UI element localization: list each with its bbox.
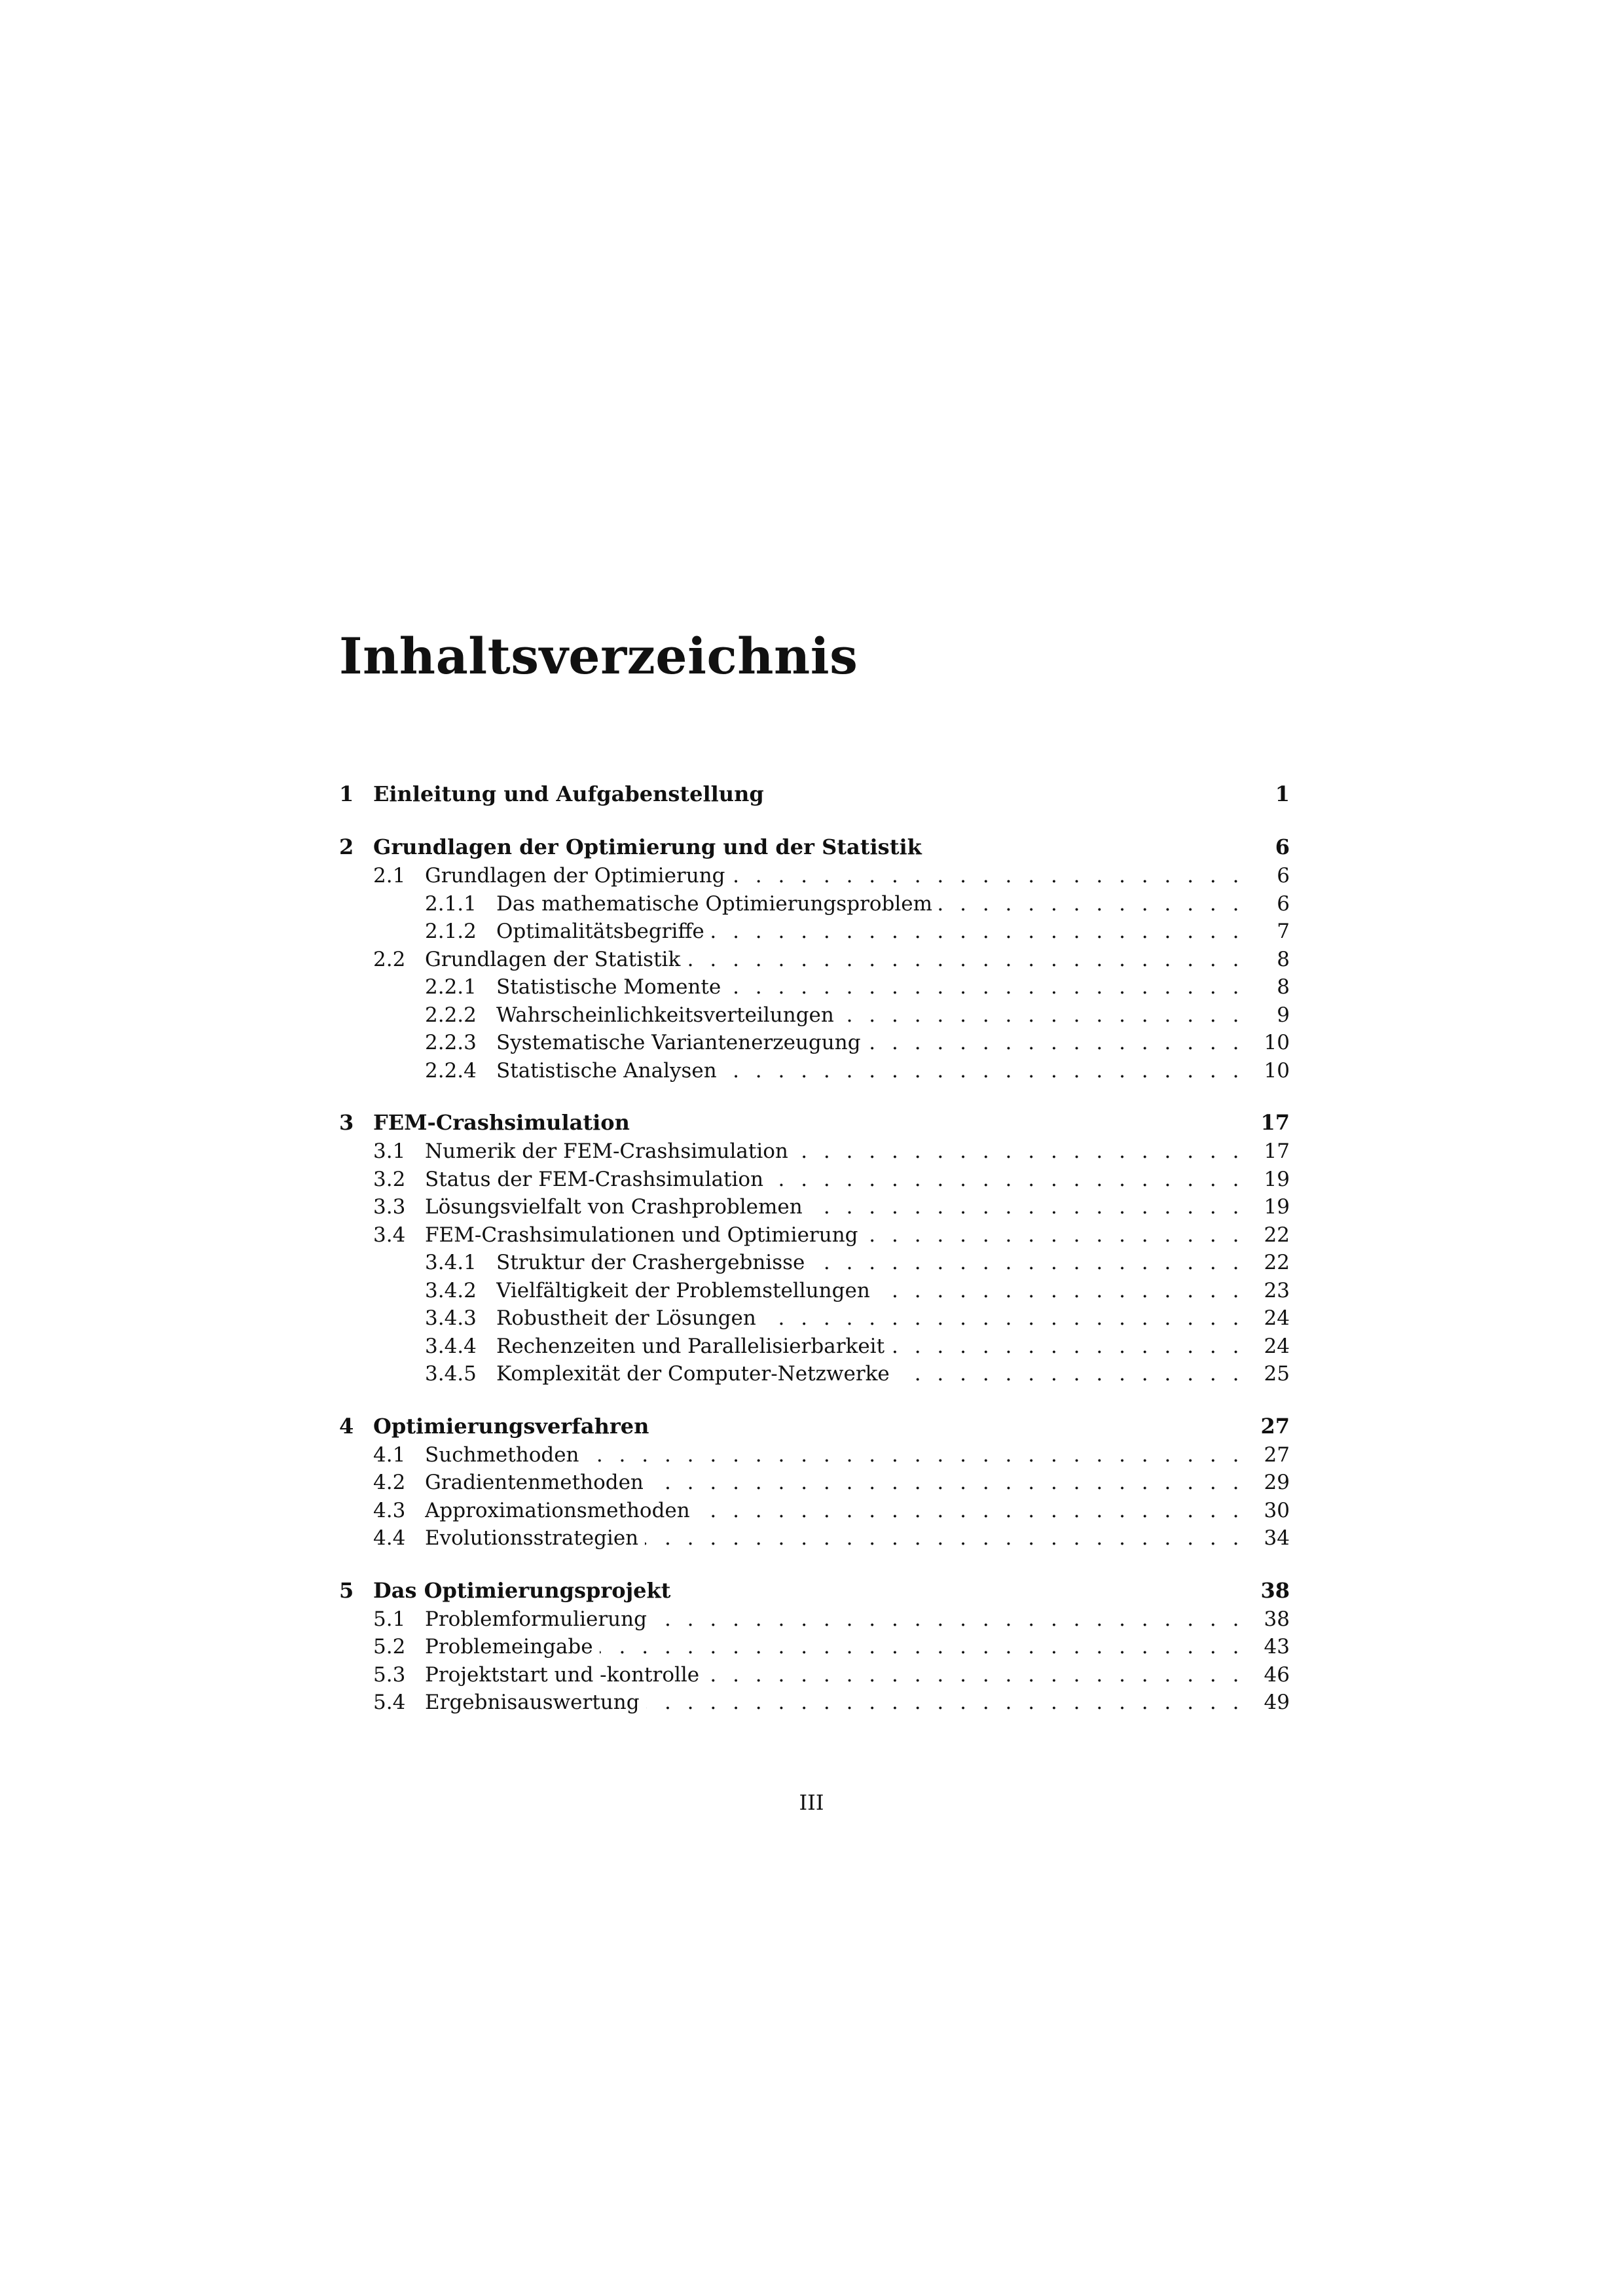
toc-entry-title: Lösungsvielfalt von Crashproblemen (425, 1195, 809, 1219)
toc-section-entry[interactable] (339, 1138, 1290, 1166)
page-title: Inhaltsverzeichnis (339, 627, 858, 685)
table-of-contents (339, 779, 1290, 1740)
toc-subsection-entry[interactable] (339, 1333, 1290, 1361)
toc-entry-title-wrapper (425, 1469, 1244, 1497)
toc-entry-page: 10 (1264, 1031, 1290, 1054)
toc-entry-number: 5.3 (373, 1662, 406, 1687)
toc-entry-title: Das Optimierungsprojekt (373, 1578, 677, 1603)
toc-section-entry[interactable] (339, 1661, 1290, 1689)
toc-subsection-entry[interactable] (339, 1029, 1290, 1057)
toc-entry-page: 38 (1264, 1607, 1290, 1631)
toc-entry-page: 10 (1264, 1058, 1290, 1083)
toc-section-entry[interactable] (339, 1193, 1290, 1221)
toc-entry-number: 4.1 (373, 1443, 406, 1467)
toc-section-entry[interactable] (339, 1221, 1290, 1249)
toc-entry-number: 5.1 (373, 1607, 406, 1631)
toc-entry-title-wrapper (425, 1661, 1244, 1689)
toc-entry-title: Rechenzeiten und Parallelisierbarkeit (496, 1335, 891, 1358)
toc-entry-number: 5.2 (373, 1635, 406, 1659)
toc-entry-page: 8 (1277, 975, 1290, 999)
toc-entry-title: Komplexität der Computer-Netzwerke (496, 1362, 896, 1386)
toc-subsection-entry[interactable] (339, 973, 1290, 1001)
toc-entry-title: Suchmethoden (425, 1443, 586, 1467)
toc-entry-title: Vielfältigkeit der Problemstellungen (496, 1279, 877, 1302)
toc-section-entry[interactable] (339, 1633, 1290, 1661)
toc-entry-title-wrapper (425, 1689, 1244, 1717)
toc-entry-page: 25 (1264, 1362, 1290, 1386)
toc-entry-title-wrapper (496, 1277, 1244, 1305)
toc-entry-page: 22 (1264, 1223, 1290, 1247)
toc-entry-title: Grundlagen der Statistik (425, 948, 687, 971)
toc-entry-number: 2.2.2 (425, 1003, 477, 1027)
toc-entry-number: 4 (339, 1413, 354, 1439)
toc-entry-title-wrapper (425, 1497, 1244, 1525)
toc-entry-title: Problemeingabe (425, 1635, 600, 1659)
toc-entry-number: 3.4.2 (425, 1278, 477, 1302)
toc-chapter (339, 1411, 1290, 1552)
toc-entry-number: 2.1.1 (425, 891, 477, 916)
toc-entry-number: 4.3 (373, 1498, 406, 1522)
toc-entry-number: 5 (339, 1577, 354, 1603)
toc-entry-title-wrapper (496, 973, 1244, 1001)
toc-entry-number: 3.4.1 (425, 1251, 477, 1274)
toc-subsection-entry[interactable] (339, 1057, 1290, 1085)
toc-entry-title-wrapper (425, 1524, 1244, 1552)
toc-entry-title: Numerik der FEM-Crashsimulation (425, 1139, 795, 1163)
toc-entry-title-wrapper (496, 1249, 1244, 1277)
toc-chapter-entry[interactable] (339, 1575, 1290, 1605)
toc-entry-title: Einleitung und Aufgabenstellung (373, 781, 771, 806)
toc-entry-number: 3.1 (373, 1139, 406, 1163)
page-number: III (799, 1790, 824, 1815)
toc-entry-page: 8 (1277, 947, 1290, 971)
toc-entry-title-wrapper (425, 1633, 1244, 1661)
toc-entry-title: Status der FEM-Crashsimulation (425, 1168, 770, 1191)
toc-entry-title-wrapper (496, 1001, 1244, 1030)
toc-entry-number: 1 (339, 781, 354, 806)
toc-entry-number: 3.4 (373, 1223, 406, 1247)
toc-entry-page: 29 (1264, 1471, 1290, 1494)
toc-entry-title-wrapper (425, 946, 1244, 974)
toc-entry-number: 2 (339, 834, 354, 859)
toc-entry-title: Optimalitätsbegriffe (496, 920, 711, 943)
toc-section-entry[interactable] (339, 1497, 1290, 1525)
toc-entry-page: 6 (1277, 864, 1290, 888)
toc-entry-title: Projektstart und -kontrolle (425, 1663, 706, 1687)
toc-entry-number: 3.4.3 (425, 1306, 477, 1330)
toc-chapter-entry[interactable] (339, 1411, 1290, 1441)
toc-entry-page: 7 (1277, 920, 1290, 943)
toc-entry-number: 3.3 (373, 1195, 406, 1219)
toc-subsection-entry[interactable] (339, 918, 1290, 946)
toc-entry-title-wrapper (425, 1221, 1244, 1249)
toc-entry-page: 38 (1260, 1577, 1290, 1603)
toc-entry-title-wrapper (425, 1166, 1244, 1194)
toc-chapter-entry[interactable] (339, 1107, 1290, 1138)
toc-entry-number: 5.4 (373, 1691, 406, 1714)
toc-entry-page: 43 (1264, 1635, 1290, 1659)
toc-entry-number: 2.2.3 (425, 1031, 477, 1054)
toc-entry-title: Problemformulierung (425, 1607, 653, 1631)
toc-entry-page: 27 (1264, 1443, 1290, 1467)
toc-subsection-entry[interactable] (339, 1001, 1290, 1030)
toc-entry-title-wrapper (496, 1333, 1244, 1361)
toc-entry-number: 3.4.4 (425, 1334, 477, 1358)
toc-entry-title: Robustheit der Lösungen (496, 1306, 763, 1330)
toc-entry-page: 1 (1275, 781, 1290, 806)
toc-subsection-entry[interactable] (339, 1304, 1290, 1333)
toc-entry-title-wrapper (373, 779, 1244, 809)
toc-entry-title: Das mathematische Optimierungsproblem (496, 892, 939, 916)
toc-entry-title: Evolutionsstrategien (425, 1526, 645, 1550)
toc-entry-title-wrapper (496, 1360, 1244, 1388)
toc-entry-title: Statistische Momente (496, 975, 727, 999)
toc-entry-number: 2.2 (373, 947, 406, 971)
toc-entry-title-wrapper (373, 1411, 1244, 1441)
toc-entry-title: Systematische Variantenerzeugung (496, 1031, 867, 1054)
toc-section-entry[interactable] (339, 1469, 1290, 1497)
toc-entry-title: Statistische Analysen (496, 1059, 723, 1083)
toc-entry-number: 4.2 (373, 1471, 406, 1494)
toc-subsection-entry[interactable] (339, 890, 1290, 918)
toc-entry-page: 46 (1264, 1662, 1290, 1687)
toc-entry-title-wrapper (496, 1029, 1244, 1057)
toc-chapter (339, 779, 1290, 809)
toc-subsection-entry[interactable] (339, 1360, 1290, 1388)
toc-entry-title: Grundlagen der Optimierung (425, 864, 732, 888)
toc-entry-title: Wahrscheinlichkeitsverteilungen (496, 1003, 841, 1027)
toc-entry-title-wrapper (496, 1304, 1244, 1333)
toc-entry-page: 49 (1264, 1691, 1290, 1714)
toc-entry-page: 19 (1264, 1167, 1290, 1191)
toc-entry-page: 22 (1264, 1251, 1290, 1274)
toc-entry-title: Ergebnisauswertung (425, 1691, 646, 1714)
toc-entry-page: 6 (1277, 891, 1290, 916)
toc-entry-number: 4.4 (373, 1526, 406, 1550)
toc-entry-title: Approximationsmethoden (425, 1499, 697, 1522)
toc-section-entry[interactable] (339, 1689, 1290, 1717)
toc-section-entry[interactable] (339, 1605, 1290, 1634)
toc-entry-title-wrapper (496, 890, 1244, 918)
toc-entry-title: Struktur der Crashergebnisse (496, 1251, 811, 1274)
toc-entry-page: 23 (1264, 1278, 1290, 1302)
toc-entry-number: 2.2.4 (425, 1058, 477, 1083)
toc-entry-page: 6 (1275, 834, 1290, 859)
toc-section-entry[interactable] (339, 1166, 1290, 1194)
toc-chapter-entry[interactable] (339, 832, 1290, 862)
toc-section-entry[interactable] (339, 1441, 1290, 1469)
toc-entry-title-wrapper (425, 1441, 1244, 1469)
toc-entry-page: 17 (1260, 1110, 1290, 1135)
toc-entry-title-wrapper (425, 1193, 1244, 1221)
toc-subsection-entry[interactable] (339, 1249, 1290, 1277)
toc-entry-title: FEM-Crashsimulation (373, 1110, 636, 1135)
toc-entry-number: 3.4.5 (425, 1362, 477, 1386)
toc-entry-number: 3.2 (373, 1167, 406, 1191)
toc-entry-title: Optimierungsverfahren (373, 1414, 655, 1439)
toc-chapter-entry[interactable] (339, 779, 1290, 809)
toc-section-entry[interactable] (339, 862, 1290, 890)
toc-chapter (339, 1575, 1290, 1717)
toc-entry-page: 27 (1260, 1413, 1290, 1439)
toc-entry-title-wrapper (373, 1575, 1244, 1605)
toc-entry-page: 17 (1264, 1139, 1290, 1163)
toc-entry-title-wrapper (373, 1107, 1244, 1138)
toc-entry-number: 2.1 (373, 864, 406, 888)
toc-entry-page: 9 (1277, 1003, 1290, 1027)
toc-entry-title: FEM-Crashsimulationen und Optimierung (425, 1223, 865, 1247)
toc-entry-title-wrapper (496, 1057, 1244, 1085)
toc-entry-number: 3 (339, 1110, 354, 1135)
toc-entry-title: Grundlagen der Optimierung und der Statistik (373, 834, 928, 859)
toc-entry-page: 30 (1264, 1498, 1290, 1522)
toc-entry-title-wrapper (425, 1138, 1244, 1166)
toc-chapter (339, 1107, 1290, 1388)
toc-entry-page: 24 (1264, 1306, 1290, 1330)
toc-chapter (339, 832, 1290, 1085)
toc-entry-number: 2.1.2 (425, 920, 477, 943)
toc-entry-title-wrapper (496, 918, 1244, 946)
toc-subsection-entry[interactable] (339, 1277, 1290, 1305)
toc-entry-page: 19 (1264, 1195, 1290, 1219)
toc-entry-title-wrapper (425, 1605, 1244, 1634)
toc-section-entry[interactable] (339, 1524, 1290, 1552)
toc-entry-title-wrapper (373, 832, 1244, 862)
toc-section-entry[interactable] (339, 946, 1290, 974)
toc-entry-title-wrapper (425, 862, 1244, 890)
toc-entry-number: 2.2.1 (425, 975, 477, 999)
toc-entry-page: 24 (1264, 1334, 1290, 1358)
toc-entry-page: 34 (1264, 1526, 1290, 1550)
toc-entry-title: Gradientenmethoden (425, 1471, 650, 1494)
